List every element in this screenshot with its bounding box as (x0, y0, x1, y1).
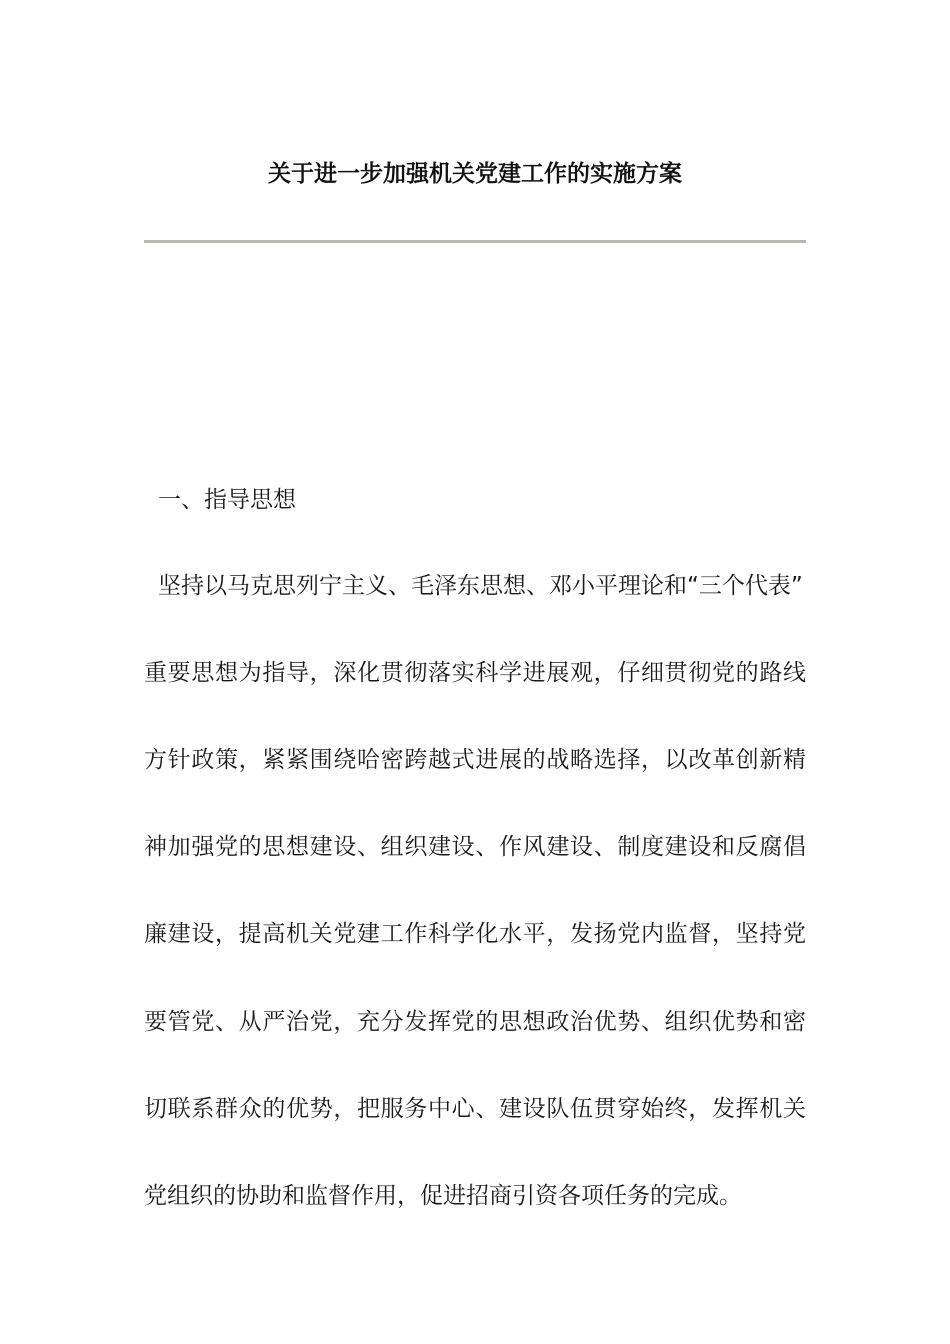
paragraph-line: 重要思想为指导，深化贯彻落实科学进展观，仔细贯彻党的路线 (144, 660, 806, 686)
paragraph-line: 坚持以马克思列宁主义、毛泽东思想、邓小平理论和“三个代表” (158, 573, 803, 599)
paragraph-line: 切联系群众的优势，把服务中心、建设队伍贯穿始终，发挥机关 (144, 1096, 806, 1122)
paragraph-line: 方针政策，紧紧围绕哈密跨越式进展的战略选择，以改革创新精 (144, 747, 806, 773)
paragraph-line: 要管党、从严治党，充分发挥党的思想政治优势、组织优势和密 (144, 1009, 806, 1035)
paragraph-line: 廉建设，提高机关党建工作科学化水平，发扬党内监督，坚持党 (144, 921, 806, 947)
document-title: 关于进一步加强机关党建工作的实施方案 (268, 161, 682, 187)
paragraph-line: 神加强党的思想建设、组织建设、作风建设、制度建设和反腐倡 (144, 834, 806, 860)
section-heading: 一、指导思想 (158, 487, 296, 513)
paragraph-line: 党组织的协助和监督作用，促进招商引资各项任务的完成。 (144, 1183, 742, 1209)
